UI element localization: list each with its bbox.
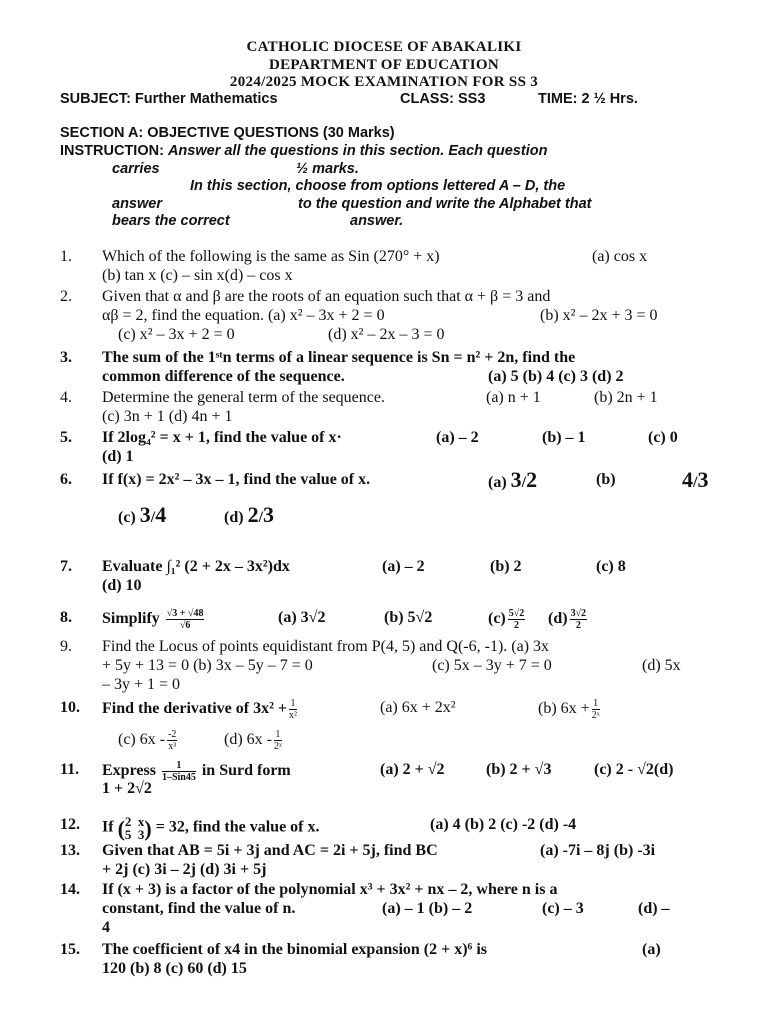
option-a: (a) 6x + 2x² xyxy=(380,699,456,716)
instruction-text-2a: carries xyxy=(112,161,160,177)
option-d: (d) 5x xyxy=(642,657,681,674)
option-c: (c) $\frac{5√2}{2}$ xyxy=(488,608,525,631)
question-options: (a) 5 (b) 4 (c) 3 (d) 2 xyxy=(488,368,624,385)
option-a: (a) 3/2 xyxy=(488,467,538,492)
department-title: DEPARTMENT OF EDUCATION xyxy=(269,57,499,73)
option-b: (b) – 1 xyxy=(542,429,586,446)
exam-page: CATHOLIC DIOCESE OF ABAKALIKI DEPARTMENT OF EDUCATION 2024/2025 MOCK EXAMINATION FOR SS 3 SUBJECT: Further Mathematics CLASS: SS3 TIME: 2 ½ Hrs. SECTION A: OBJECTIVE QUESTIONS (30 Marks) INSTRUCTION: Answer all the questions in this section. Each question carries ½ marks. In this section, choose from options lettered A – D, the answer to the question and write the Alphabet that bears the correct answer. 1. Which of the following is the same as Sin (270° + x) (a) cos x (b) tan x (c) – sin x(d) – cos x 2. Given that α and β are the roots of an equation such that α + β = 3 and αβ = 2, find the equation. (a) x² – 3x + 2 = 0 (b) x² – 2x + 3 = 0 (c) x² – 3x + 2 = 0 (d) x² – 2x – 3 = 0 3. The sum of the 1ˢᵗn terms of a linear sequence is Sn = n² + 2n, find the common difference of the sequence. (a) 5 (b) 4 (c) 3 (d) 2 4. Determine the general term of the sequence. (a) n + 1 (b) 2n + 1 (c) 3n + 1 (d) 4n + 1 5. If 2log₄² = x + 1, find the value of x· (a) – 2 (b) – 1 (c) 0 (d) 1 6. If f(x) = 2x² – 3x – 1, find the value of x. (a) 3/2 (b) 4/3 (c) 3/4 (d) 2/3 7. Evaluate ∫₁² (2 + 2x – 3x²)dx (a) – 2 (b) 2 (c) 8 (d) 10 8. Simplify $\frac{√3 + √48}{√6}$ (a) 3√2 (b) 5√2 (c) $\frac{5√2}{2}$ (d) $\frac{3√2}{2}$ 9. Find the Locus of points equidistant from P(4, 5) and Q(-6, -1). (a) 3x + 5y + 13 = 0 (b) 3x – 5y – 7 = 0 (c) 5x – 3y + 7 = 0 (d) 5x – 3y + 1 = 0 10. Find the derivative of 3x² + $\frac{1}{\text{x²}}$ (a) 6x + 2x² (b) 6x + $\frac{1}{\text{2ˣ}}$ (c) 6x - $\frac{-2}{\text{x³}}$ (d) 6x - $\frac{1}{\text{2ˣ}}$ 11. Express $\frac{1}{\text{1–Sin45}}$ in Surd form (a) 2 + √2 (b) 2 + √3 (c) 2 - √2(d) 1 + 2√2 12. If (2 x 5 3) = 32, find the value of x. (a) 4 (b) 2 (c) -2 (d) -4 13. Given that AB = 5i + 3j and AC = 2i + 5j, find BC (a) -7i – 8j (b) -3i + 2j (c) 3i – 2j (d) 3i + 5j 14. If (x + 3) is a factor of the polynomial x³ + 3x² + nx – 2, where n is a constant, find the value of n. (a) – 1 (b) – 2 (c) – 3 (d) – 4 15. The coefficient of x4 in the binomial expansion (2 + x)⁶ is (a) 120 (b) 8 (c) 60 (d) 15 xyxy=(0,0,768,1024)
option-a-b: + 5y + 13 = 0 (b) 3x – 5y – 7 = 0 xyxy=(102,657,313,674)
question-text-2: constant, find the value of n. xyxy=(102,900,296,917)
option-c: (c) 2 - √2(d) xyxy=(594,761,674,778)
question-number: 5. xyxy=(60,429,72,446)
option-d-cont: – 3y + 1 = 0 xyxy=(102,676,181,693)
question-number: 3. xyxy=(60,349,72,366)
option-d: (d) $\frac{3√2}{2}$ xyxy=(548,608,587,631)
question-number: 13. xyxy=(60,842,80,859)
option-a: (a) 3√2 xyxy=(278,609,326,626)
option-a: (a) xyxy=(642,941,661,958)
question-number: 12. xyxy=(60,816,80,833)
question-number: 11. xyxy=(60,761,80,778)
question-6 xyxy=(60,467,710,530)
question-number: 8. xyxy=(60,609,72,626)
option-d: (d) 2/3 xyxy=(224,502,275,527)
question-text: Given that AB = 5i + 3j and AC = 2i + 5j, find BC xyxy=(102,842,438,859)
instruction-text-2b: ½ marks. xyxy=(296,161,359,177)
option-d: (d) 10 xyxy=(102,577,142,594)
option-c: (c) – 3 xyxy=(542,900,584,917)
question-options: 120 (b) 8 (c) 60 (d) 15 xyxy=(102,960,247,977)
instruction-line-1 xyxy=(60,143,547,159)
question-text: The coefficient of x4 in the binomial expansion (2 + x)⁶ is xyxy=(102,941,488,958)
option-c: (c) 8 xyxy=(596,558,626,575)
instruction-text-5b: answer. xyxy=(350,213,404,229)
option-b: 4/3 xyxy=(682,467,709,492)
question-number: 6. xyxy=(60,471,72,488)
question-number: 1. xyxy=(60,248,72,265)
option-b-label: (b) xyxy=(596,471,616,488)
question-text: Express xyxy=(102,762,156,780)
question-text: Evaluate ∫₁² (2 + 2x – 3x²)dx xyxy=(102,558,290,575)
instruction-text-1: Answer all the questions in this section. Each question xyxy=(167,143,548,159)
option-b: (b) 2 + √3 xyxy=(486,761,552,778)
question-fraction: $\frac{√3 + √48}{√6}$ xyxy=(166,608,204,631)
option-c: (c) x² – 3x + 2 = 0 xyxy=(118,326,235,343)
question-text: If 2log₄² = x + 1, find the value of x· xyxy=(102,429,342,446)
question-text: If (x + 3) is a factor of the polynomial x³ + 3x² + nx – 2, where n is a xyxy=(102,881,558,898)
subject-label: SUBJECT: Further Mathematics xyxy=(60,91,278,107)
question-text: Which of the following is the same as Sin (270° + x) xyxy=(102,248,440,265)
section-title: SECTION A: OBJECTIVE QUESTIONS (30 Marks) xyxy=(60,125,395,141)
option-b: (b) 6x + $\frac{1}{\text{2ˣ}}$ xyxy=(538,698,600,721)
option-a: (a) 2 + √2 xyxy=(380,761,445,778)
question-text: Simplify xyxy=(102,610,160,628)
question-number: 2. xyxy=(60,288,72,305)
option-d: (d) 6x - $\frac{1}{\text{2ˣ}}$ xyxy=(224,729,282,752)
instruction-text-4b: to the question and write the Alphabet that xyxy=(298,196,592,212)
question-number: 4. xyxy=(60,389,72,406)
option-b: (b) x² – 2x + 3 = 0 xyxy=(540,307,658,324)
question-options: (a) 4 (b) 2 (c) -2 (d) -4 xyxy=(430,816,577,833)
option-a-b: (a) -7i – 8j (b) -3i xyxy=(540,842,656,859)
question-number: 7. xyxy=(60,558,72,575)
question-text-2: common difference of the sequence. xyxy=(102,368,345,385)
option-c: (c) 5x – 3y + 7 = 0 xyxy=(432,657,552,674)
question-text: The sum of the 1ˢᵗn terms of a linear sequence is Sn = n² + 2n, find the xyxy=(102,349,576,366)
option-d: (d) 1 xyxy=(102,448,134,465)
option-a: (a) – 2 xyxy=(382,558,425,575)
question-text: Given that α and β are the roots of an equation such that α + β = 3 and xyxy=(102,288,551,305)
option-c: (c) 0 xyxy=(648,429,678,446)
question-number: 15. xyxy=(60,941,80,958)
option-d-cont: 4 xyxy=(102,919,110,936)
option-d: (d) x² – 2x – 3 = 0 xyxy=(328,326,445,343)
question-number: 9. xyxy=(60,638,72,655)
option-b: (b) 2 xyxy=(490,558,522,575)
instruction-label: INSTRUCTION: xyxy=(60,143,164,159)
option-b: (b) 5√2 xyxy=(384,609,433,626)
instruction-text-4a: answer xyxy=(112,196,162,212)
question-options: (b) tan x (c) – sin x(d) – cos x xyxy=(102,267,293,284)
instruction-text-3: In this section, choose from options lettered A – D, the xyxy=(190,178,566,194)
question-text: If f(x) = 2x² – 3x – 1, find the value of x. xyxy=(102,471,371,488)
option-a-b: (a) – 1 (b) – 2 xyxy=(382,900,473,917)
option-a: (a) n + 1 xyxy=(486,389,541,406)
instruction-text-5a: bears the correct xyxy=(112,213,230,229)
option-c: (c) 6x - $\frac{-2}{\text{x³}}$ xyxy=(118,729,177,752)
question-text: If xyxy=(102,818,114,836)
question-text: Determine the general term of the sequence. xyxy=(102,389,385,406)
diocese-title: CATHOLIC DIOCESE OF ABAKALIKI xyxy=(246,39,522,55)
option-c: (c) 3/4 xyxy=(118,502,167,527)
question-options: (c) 3n + 1 (d) 4n + 1 xyxy=(102,408,233,425)
exam-title: 2024/2025 MOCK EXAMINATION FOR SS 3 xyxy=(229,74,539,90)
question-text-2: αβ = 2, find the equation. (a) x² – 3x + 2 = 0 xyxy=(102,307,385,324)
question-text: Find the Locus of points equidistant from P(4, 5) and Q(-6, -1). (a) 3x xyxy=(102,638,550,655)
question-options: + 2j (c) 3i – 2j (d) 3i + 5j xyxy=(102,861,267,878)
question-text: Find the derivative of 3x² + xyxy=(102,700,288,718)
class-label: CLASS: SS3 xyxy=(400,91,486,107)
matrix: 2 x 5 3 xyxy=(124,814,145,842)
question-number: 14. xyxy=(60,881,80,898)
option-b: (b) 2n + 1 xyxy=(594,389,658,406)
time-label: TIME: 2 ½ Hrs. xyxy=(538,91,638,107)
option-a: (a) cos x xyxy=(592,248,648,265)
option-d: 1 + 2√2 xyxy=(102,780,152,797)
question-number: 10. xyxy=(60,699,80,716)
option-d: (d) – xyxy=(638,900,670,917)
option-a: (a) – 2 xyxy=(436,429,479,446)
